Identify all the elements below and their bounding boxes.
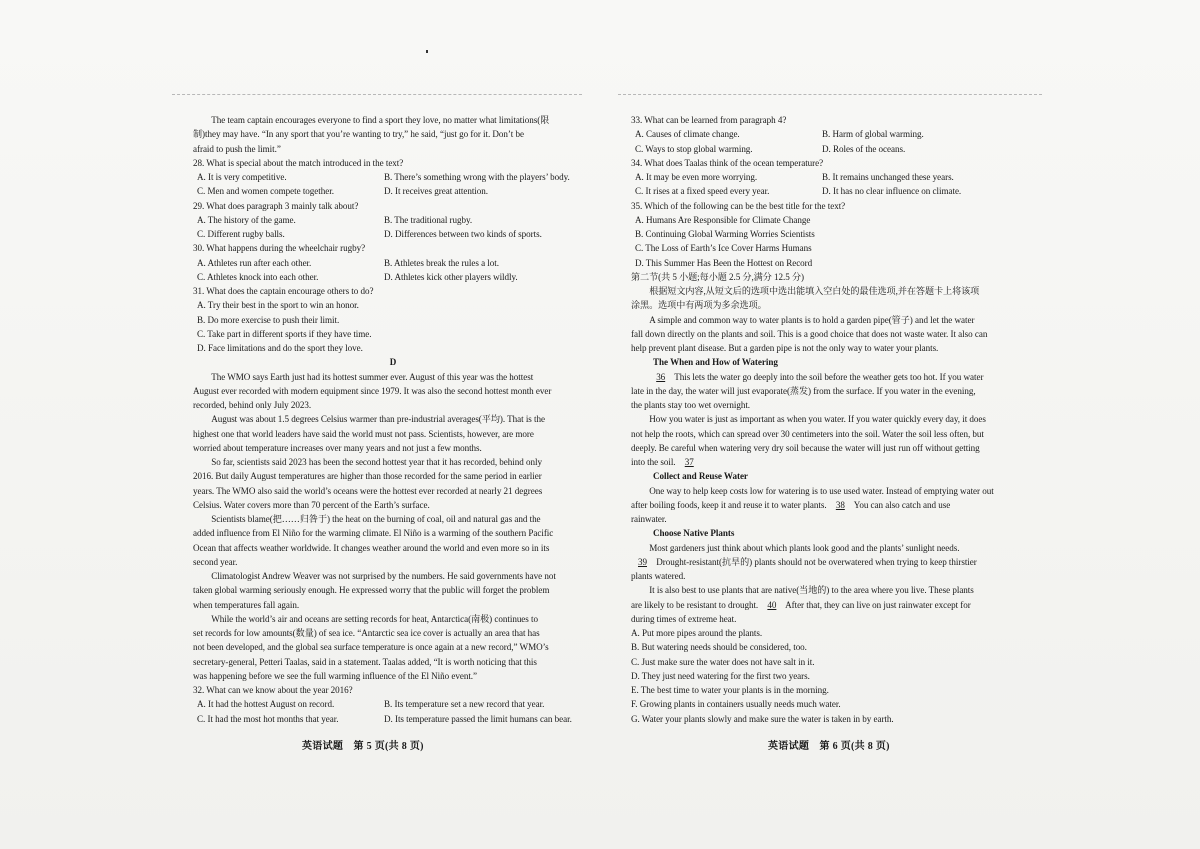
option-b: B. It remains unchanged these years.: [822, 172, 954, 182]
question-28-options-row: [193, 184, 593, 198]
passage-line: A simple and common way to water plants is to hold a garden pipe(管子) and let the water: [649, 314, 975, 325]
passage-line: second year.: [193, 556, 238, 567]
option-item: E. The best time to water your plants is in the morning.: [631, 685, 829, 695]
blank-36: 36: [656, 371, 666, 382]
option-item: G. Water your plants slowly and make sure the water is taken in by earth.: [631, 713, 894, 724]
question-33-options-row: [631, 127, 1042, 141]
option-c: C. The Loss of Earth’s Ice Cover Harms Humans: [635, 243, 812, 254]
option-a: A. The history of the game.: [197, 214, 296, 225]
option-a: A. Athletes run after each other.: [197, 257, 312, 268]
option-c: C. It had the most hot months that year.: [197, 713, 339, 724]
passage-line: plants watered.: [631, 571, 686, 581]
question-29-options-row: [193, 227, 593, 241]
option-c: C. Different rugby balls.: [197, 229, 285, 239]
option-d: D. It has no clear influence on climate.: [822, 186, 962, 197]
intro-line: The team captain encourages everyone to find a sport they love, no matter what limitations(限: [211, 115, 550, 125]
option-c: C. Athletes knock into each other.: [197, 271, 319, 282]
option-item: C. Just make sure the water does not have salt in it.: [631, 656, 815, 667]
passage-line: rainwater.: [631, 514, 667, 524]
option-item: A. Put more pipes around the plants.: [631, 628, 763, 638]
option-b: B. There’s something wrong with the players’ body.: [384, 172, 570, 182]
option-c: C. Men and women compete together.: [197, 186, 334, 197]
left-column: [193, 113, 593, 726]
passage-line: 2016. But daily August temperatures are higher than those recorded for the same period in earlier: [193, 471, 542, 482]
passage-line: secretary-general, Petteri Taalas, said in a statement. Taalas added, “It is worth noticing that this: [193, 656, 537, 667]
option-d: D. It receives great attention.: [384, 186, 488, 197]
right-column: [631, 113, 1042, 726]
option-item: F. Growing plants in containers usually needs much water.: [631, 699, 841, 710]
option-d: D. This Summer Has Been the Hottest on Record: [635, 257, 813, 268]
instruction-line: 根据短文内容,从短文后的选项中选出能填入空白处的最佳选项,并在答题卡上将该项: [649, 286, 980, 296]
passage-line: [631, 455, 1042, 469]
passage-line: Celsius. Water covers more than 70 percent of the Earth’s surface.: [193, 499, 430, 510]
passage-line: highest one that world leaders have said the world must not pass. Scientists, however, are more: [193, 428, 534, 439]
question-34-options-row: [631, 170, 1042, 184]
passage-text: You can also catch and use: [851, 499, 951, 510]
option-a: A. It is very competitive.: [197, 172, 287, 182]
option-a: A. Humans Are Responsible for Climate Change: [635, 214, 811, 225]
question-33-options-row: [631, 142, 1042, 156]
question-32-stem: 32. What can we know about the year 2016?: [193, 685, 353, 695]
passage-line: was happening before we see the full warming influence of the El Niño event.”: [193, 670, 478, 681]
passage-line: The WMO says Earth just had its hottest summer ever. August of this year was the hottest: [211, 371, 534, 382]
passage-line: taken global warming seriously enough. He expressed worry that the public will forget the problem: [193, 585, 550, 596]
question-28-stem: 28. What is special about the match introduced in the text?: [193, 157, 404, 168]
intro-line: 制)they may have. “In any sport that you’re wanting to try,” he said, “just go for it. Don’t be: [193, 129, 524, 140]
passage-text: into the soil.: [631, 457, 678, 467]
option-c: C. Take part in different sports if they have time.: [197, 328, 372, 339]
option-b: B. Do more exercise to push their limit.: [197, 314, 340, 325]
passage-line: [631, 555, 1042, 569]
passage-line: when temperatures fall again.: [193, 599, 300, 610]
passage-line: worried about temperature increases over many years and not just a few months.: [193, 442, 482, 453]
top-divider-left: [172, 94, 582, 95]
passage-line: Ocean that affects weather worldwide. It changes weather around the world and even more so in its: [193, 542, 550, 553]
option-a: A. Causes of climate change.: [635, 129, 740, 140]
passage-line: years. The WMO also said the world’s oceans were the hottest ever recorded at nearly 21 degrees: [193, 485, 543, 496]
question-31-stem: 31. What does the captain encourage others to do?: [193, 286, 374, 296]
option-d: D. Its temperature passed the limit humans can bear.: [384, 713, 572, 724]
blank-38: 38: [835, 499, 845, 510]
question-32-options-row: [193, 697, 593, 711]
section-d-heading: D: [389, 357, 397, 368]
passage-line: deeply. Be careful when watering very dry soil because the water will just run off without getting: [631, 442, 980, 453]
option-c: C. It rises at a fixed speed every year.: [635, 186, 770, 197]
passage-text: are likely to be resistant to drought.: [631, 599, 761, 610]
passage-line: How you water is just as important as when you water. If you water quickly every day, it does: [649, 414, 986, 425]
intro-line: afraid to push the limit.”: [193, 143, 281, 154]
question-33-stem: 33. What can be learned from paragraph 4?: [631, 115, 787, 125]
option-b: B. Athletes break the rules a lot.: [384, 257, 499, 268]
passage-line: during times of extreme heat.: [631, 613, 737, 624]
passage-line: added influence from El Niño for the warming climate. El Niño is a warming of the southern Pacific: [193, 528, 554, 539]
blank-39: 39: [638, 556, 647, 567]
passage-line: not help the roots, which can spread over 30 centimeters into the soil. Water the soil less often, but: [631, 428, 984, 439]
passage-text: After that, they can live on just rainwater except for: [783, 599, 971, 610]
passage-line: August was about 1.5 degrees Celsius warmer than pre-industrial averages(平均). That is the: [211, 414, 545, 425]
question-30-stem: 30. What happens during the wheelchair rugby?: [193, 243, 366, 254]
passage-line: fall down directly on the plants and soil. This is a good choice that does not waste water. It also can: [631, 328, 988, 339]
page-footer-5: 英语试题 第 5 页(共 8 页): [302, 741, 424, 752]
passage-line: [631, 598, 1042, 612]
passage-line: recorded, behind only July 2023.: [193, 400, 312, 410]
option-d: D. Athletes kick other players wildly.: [384, 271, 518, 282]
passage-line: One way to help keep costs low for watering is to use used water. Instead of emptying water out: [649, 485, 994, 496]
option-item: D. They just need watering for the first two years.: [631, 670, 810, 681]
passage-line: Climatologist Andrew Weaver was not surprised by the numbers. He said governments have not: [211, 571, 556, 581]
question-32-options-row: [193, 712, 593, 726]
passage-text: after boiling foods, keep it and reuse it to water plants.: [631, 499, 829, 510]
passage-line: Scientists blame(把……归咎于) the heat on the burning of coal, oil and natural gas and the: [211, 514, 541, 524]
option-item: B. But watering needs should be considered, too.: [631, 642, 807, 653]
passage-line: [631, 498, 1042, 512]
top-divider-right: [618, 94, 1042, 95]
section-2-heading: 第二节(共 5 小题;每小题 2.5 分,满分 12.5 分): [631, 271, 804, 282]
option-a: A. It may be even more worrying.: [635, 172, 758, 182]
passage-line: So far, scientists said 2023 has been the second hottest year that it has recorded, behind only: [211, 457, 542, 467]
option-a: A. Try their best in the sport to win an honor.: [197, 300, 359, 311]
scan-speck: [426, 50, 428, 53]
passage-text: This lets the water go deeply into the soil before the weather gets too hot. If you water: [672, 371, 984, 382]
option-b: B. Harm of global warming.: [822, 129, 924, 140]
option-c: C. Ways to stop global warming.: [635, 143, 753, 154]
option-d: D. Differences between two kinds of sports.: [384, 229, 542, 239]
passage-line: [631, 370, 1042, 384]
passage-line: Most gardeners just think about which plants look good and the plants’ sunlight needs.: [649, 542, 960, 553]
question-29-options-row: [193, 213, 593, 227]
subheading-reuse: Collect and Reuse Water: [653, 471, 748, 482]
question-29-stem: 29. What does paragraph 3 mainly talk about?: [193, 200, 359, 211]
passage-line: not been developed, and the global sea surface temperature is once again at a new record,” WMO’s: [193, 642, 549, 653]
option-d: D. Face limitations and do the sport they love.: [197, 343, 363, 353]
passage-text: Drought-resistant(抗旱的) plants should not be overwatered when trying to keep thirstier: [654, 556, 977, 567]
question-30-options-row: [193, 256, 593, 270]
passage-line: While the world’s air and oceans are setting records for heat, Antarctica(南极) continues to: [211, 613, 538, 624]
question-28-options-row: [193, 170, 593, 184]
option-b: B. The traditional rugby.: [384, 214, 473, 225]
subheading-native: Choose Native Plants: [653, 528, 735, 539]
option-d: D. Roles of the oceans.: [822, 143, 906, 154]
passage-line: It is also best to use plants that are native(当地的) to the area where you live. These plants: [649, 585, 974, 596]
question-35-stem: 35. Which of the following can be the best title for the text?: [631, 200, 846, 211]
instruction-line: 涂黑。选项中有两项为多余选项。: [631, 300, 767, 311]
option-b: B. Its temperature set a new record that year.: [384, 699, 545, 710]
passage-line: help prevent plant disease. But a garden pipe is not the only way to water your plants.: [631, 343, 939, 353]
blank-40: 40: [767, 599, 777, 610]
passage-line: set records for low amounts(数量) of sea ice. “Antarctic sea ice cover is actually an area that has: [193, 628, 540, 638]
option-b: B. Continuing Global Warming Worries Scientists: [635, 229, 815, 239]
passage-line: August ever recorded with modern equipment since 1979. It was also the second hottest month ever: [193, 385, 552, 396]
question-30-options-row: [193, 270, 593, 284]
passage-line: late in the day, the water will just evaporate(蒸发) from the surface. If you water in the evening,: [631, 385, 976, 396]
question-34-stem: 34. What does Taalas think of the ocean temperature?: [631, 157, 824, 168]
blank-37: 37: [684, 457, 694, 467]
question-34-options-row: [631, 184, 1042, 198]
passage-line: the plants stay too wet overnight.: [631, 400, 751, 410]
option-a: A. It had the hottest August on record.: [197, 699, 335, 710]
subheading-watering: The When and How of Watering: [653, 357, 778, 368]
page-footer-6: 英语试题 第 6 页(共 8 页): [768, 741, 890, 752]
